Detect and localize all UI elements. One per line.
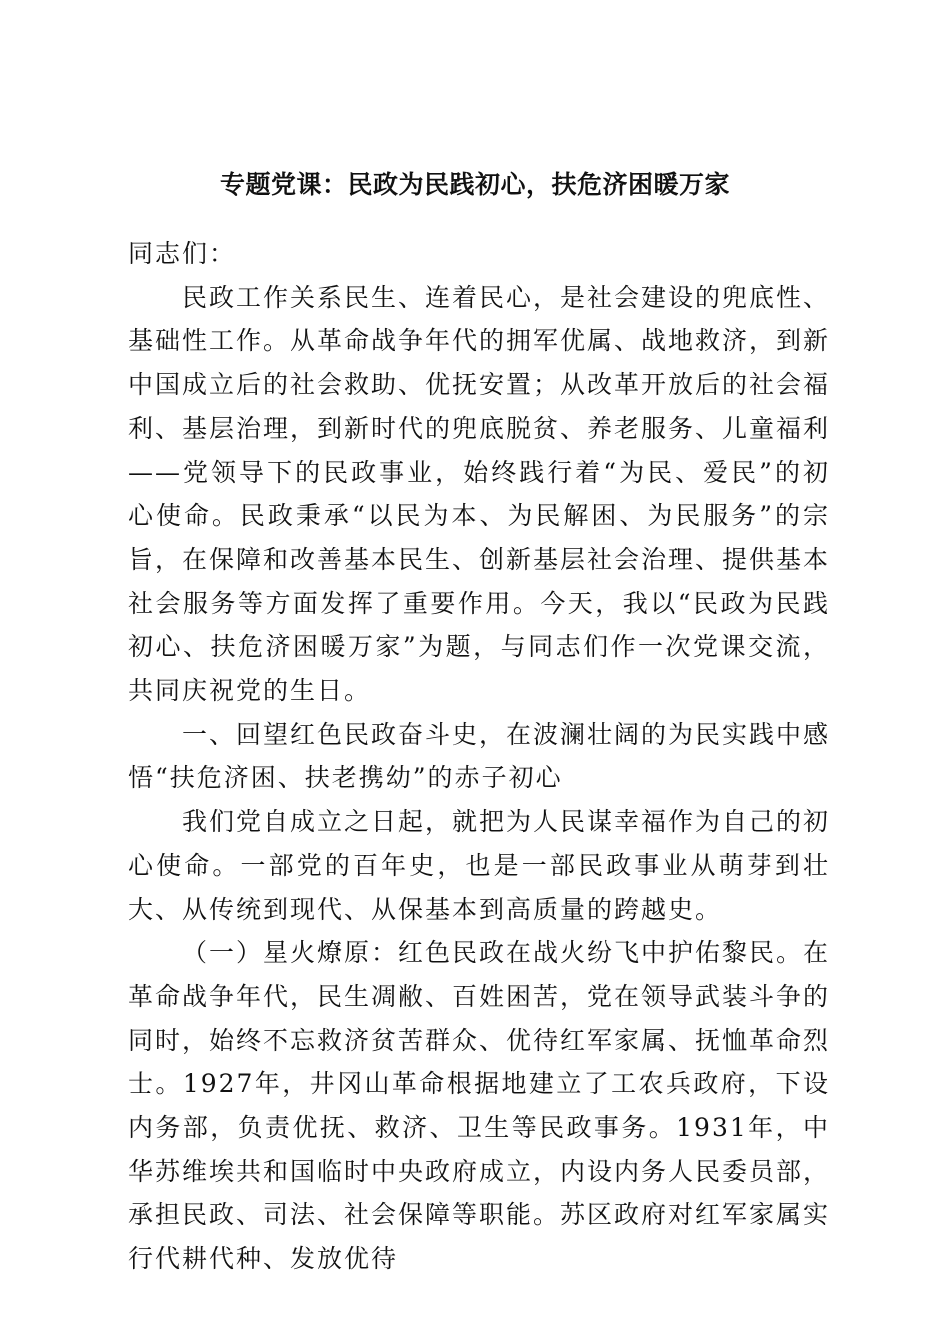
paragraph-intro: 民政工作关系民生、连着民心，是社会建设的兜底性、基础性工作。从革命战争年代的拥军优属、战地救济，到新中国成立后的社会救助、优抚安置；从改革开放后的社会福利、基层治理，到新时代的兜底脱贫、养老服务、儿童福利——党领导下的民政事业，始终践行着“为民、爱民”的初心使命。民政秉承“以民为本、为民解困、为民服务”的宗旨，在保障和改善基本民生、创新基层社会治理、提供基本社会服务等方面发挥了重要作用。今天，我以“民政为民践初心、扶危济困暖万家”为题，与同志们作一次党课交流，共同庆祝党的生日。 — [128, 282, 831, 706]
document-title: 专题党课：民政为民践初心，扶危济困暖万家 — [219, 170, 730, 199]
document-body — [128, 232, 830, 1281]
section-heading-1: 一、回望红色民政奋斗史，在波澜壮阔的为民实践中感悟“扶危济困、扶老携幼”的赤子初心 — [128, 719, 831, 793]
paragraph-history: 我们党自成立之日起，就把为人民谋幸福作为自己的初心使命。一部党的百年史，也是一部民政事业从萌芽到壮大、从传统到现代、从保基本到高质量的跨越史。 — [128, 807, 831, 924]
subsection-paragraph-1: （一）星火燎原：红色民政在战火纷飞中护佑黎民。在革命战争年代，民生凋敝、百姓困苦，党在领导武装斗争的同时，始终不忘救济贫苦群众、优待红军家属、抚恤革命烈士。1927年，井冈山革命根据地建立了工农兵政府，下设内务部，负责优抚、救济、卫生等民政事务。1931年，中华苏维埃共和国临时中央政府成立，内设内务人民委员部，承担民政、司法、社会保障等职能。苏区政府对红军家属实行代耕代种、发放优待 — [128, 938, 831, 1274]
salutation: 同志们： — [128, 239, 237, 268]
